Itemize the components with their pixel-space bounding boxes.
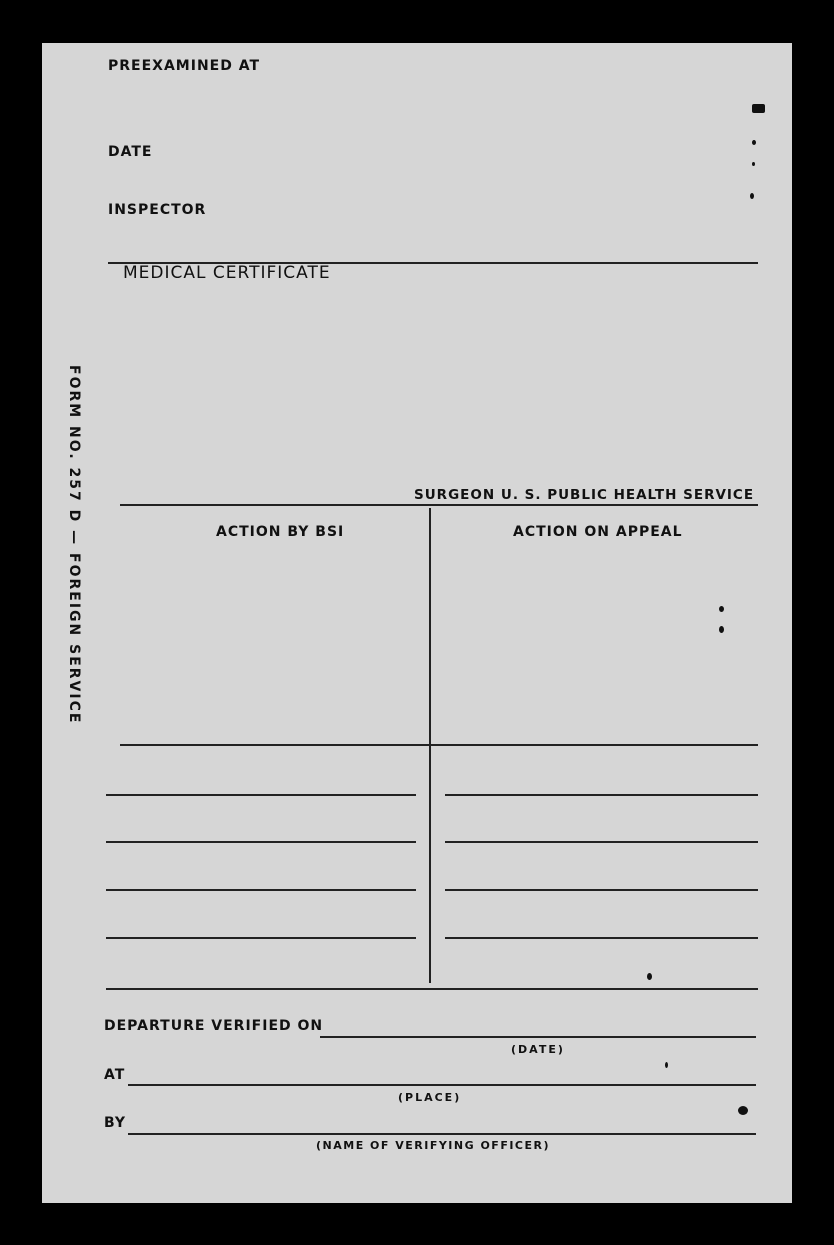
- ink-speck: [719, 626, 724, 633]
- action-signature-line: [120, 744, 758, 746]
- preexamined-label: PREEXAMINED AT: [108, 58, 261, 74]
- ink-speck: [752, 140, 756, 145]
- right-entry-line: [445, 937, 758, 939]
- certificate-title: MEDICAL CERTIFICATE: [123, 263, 331, 283]
- date-caption: (DATE): [511, 1043, 565, 1056]
- right-entry-line: [445, 841, 758, 843]
- date-label: DATE: [108, 144, 153, 160]
- ink-speck: [752, 104, 765, 113]
- left-entry-line: [106, 937, 416, 939]
- action-on-appeal-heading: ACTION ON APPEAL: [513, 524, 683, 540]
- surgeon-signature-label: SURGEON U. S. PUBLIC HEALTH SERVICE: [414, 487, 755, 503]
- ink-speck: [719, 606, 724, 612]
- form-number-side-text: FORM NO. 257 D — FOREIGN SERVICE: [66, 365, 82, 725]
- officer-caption: (NAME OF VERIFYING OFFICER): [316, 1139, 551, 1152]
- actions-bottom-line: [106, 988, 758, 990]
- at-label: AT: [104, 1067, 126, 1083]
- ink-speck: [647, 973, 652, 980]
- ink-speck: [752, 162, 755, 166]
- left-entry-line: [106, 794, 416, 796]
- action-by-bsi-heading: ACTION BY BSI: [216, 524, 345, 540]
- right-entry-line: [445, 794, 758, 796]
- departure-verified-label: DEPARTURE VERIFIED ON: [104, 1018, 324, 1034]
- departure-date-line: [320, 1036, 756, 1038]
- left-entry-line: [106, 841, 416, 843]
- surgeon-signature-line: [120, 504, 758, 506]
- ink-speck: [665, 1062, 668, 1068]
- by-label: BY: [104, 1115, 127, 1131]
- ink-speck: [738, 1106, 748, 1115]
- place-caption: (PLACE): [398, 1091, 462, 1104]
- column-divider: [429, 508, 431, 983]
- left-entry-line: [106, 889, 416, 891]
- inspector-label: INSPECTOR: [108, 202, 207, 218]
- right-entry-line: [445, 889, 758, 891]
- place-line: [128, 1084, 756, 1086]
- officer-line: [128, 1133, 756, 1135]
- ink-speck: [750, 193, 754, 199]
